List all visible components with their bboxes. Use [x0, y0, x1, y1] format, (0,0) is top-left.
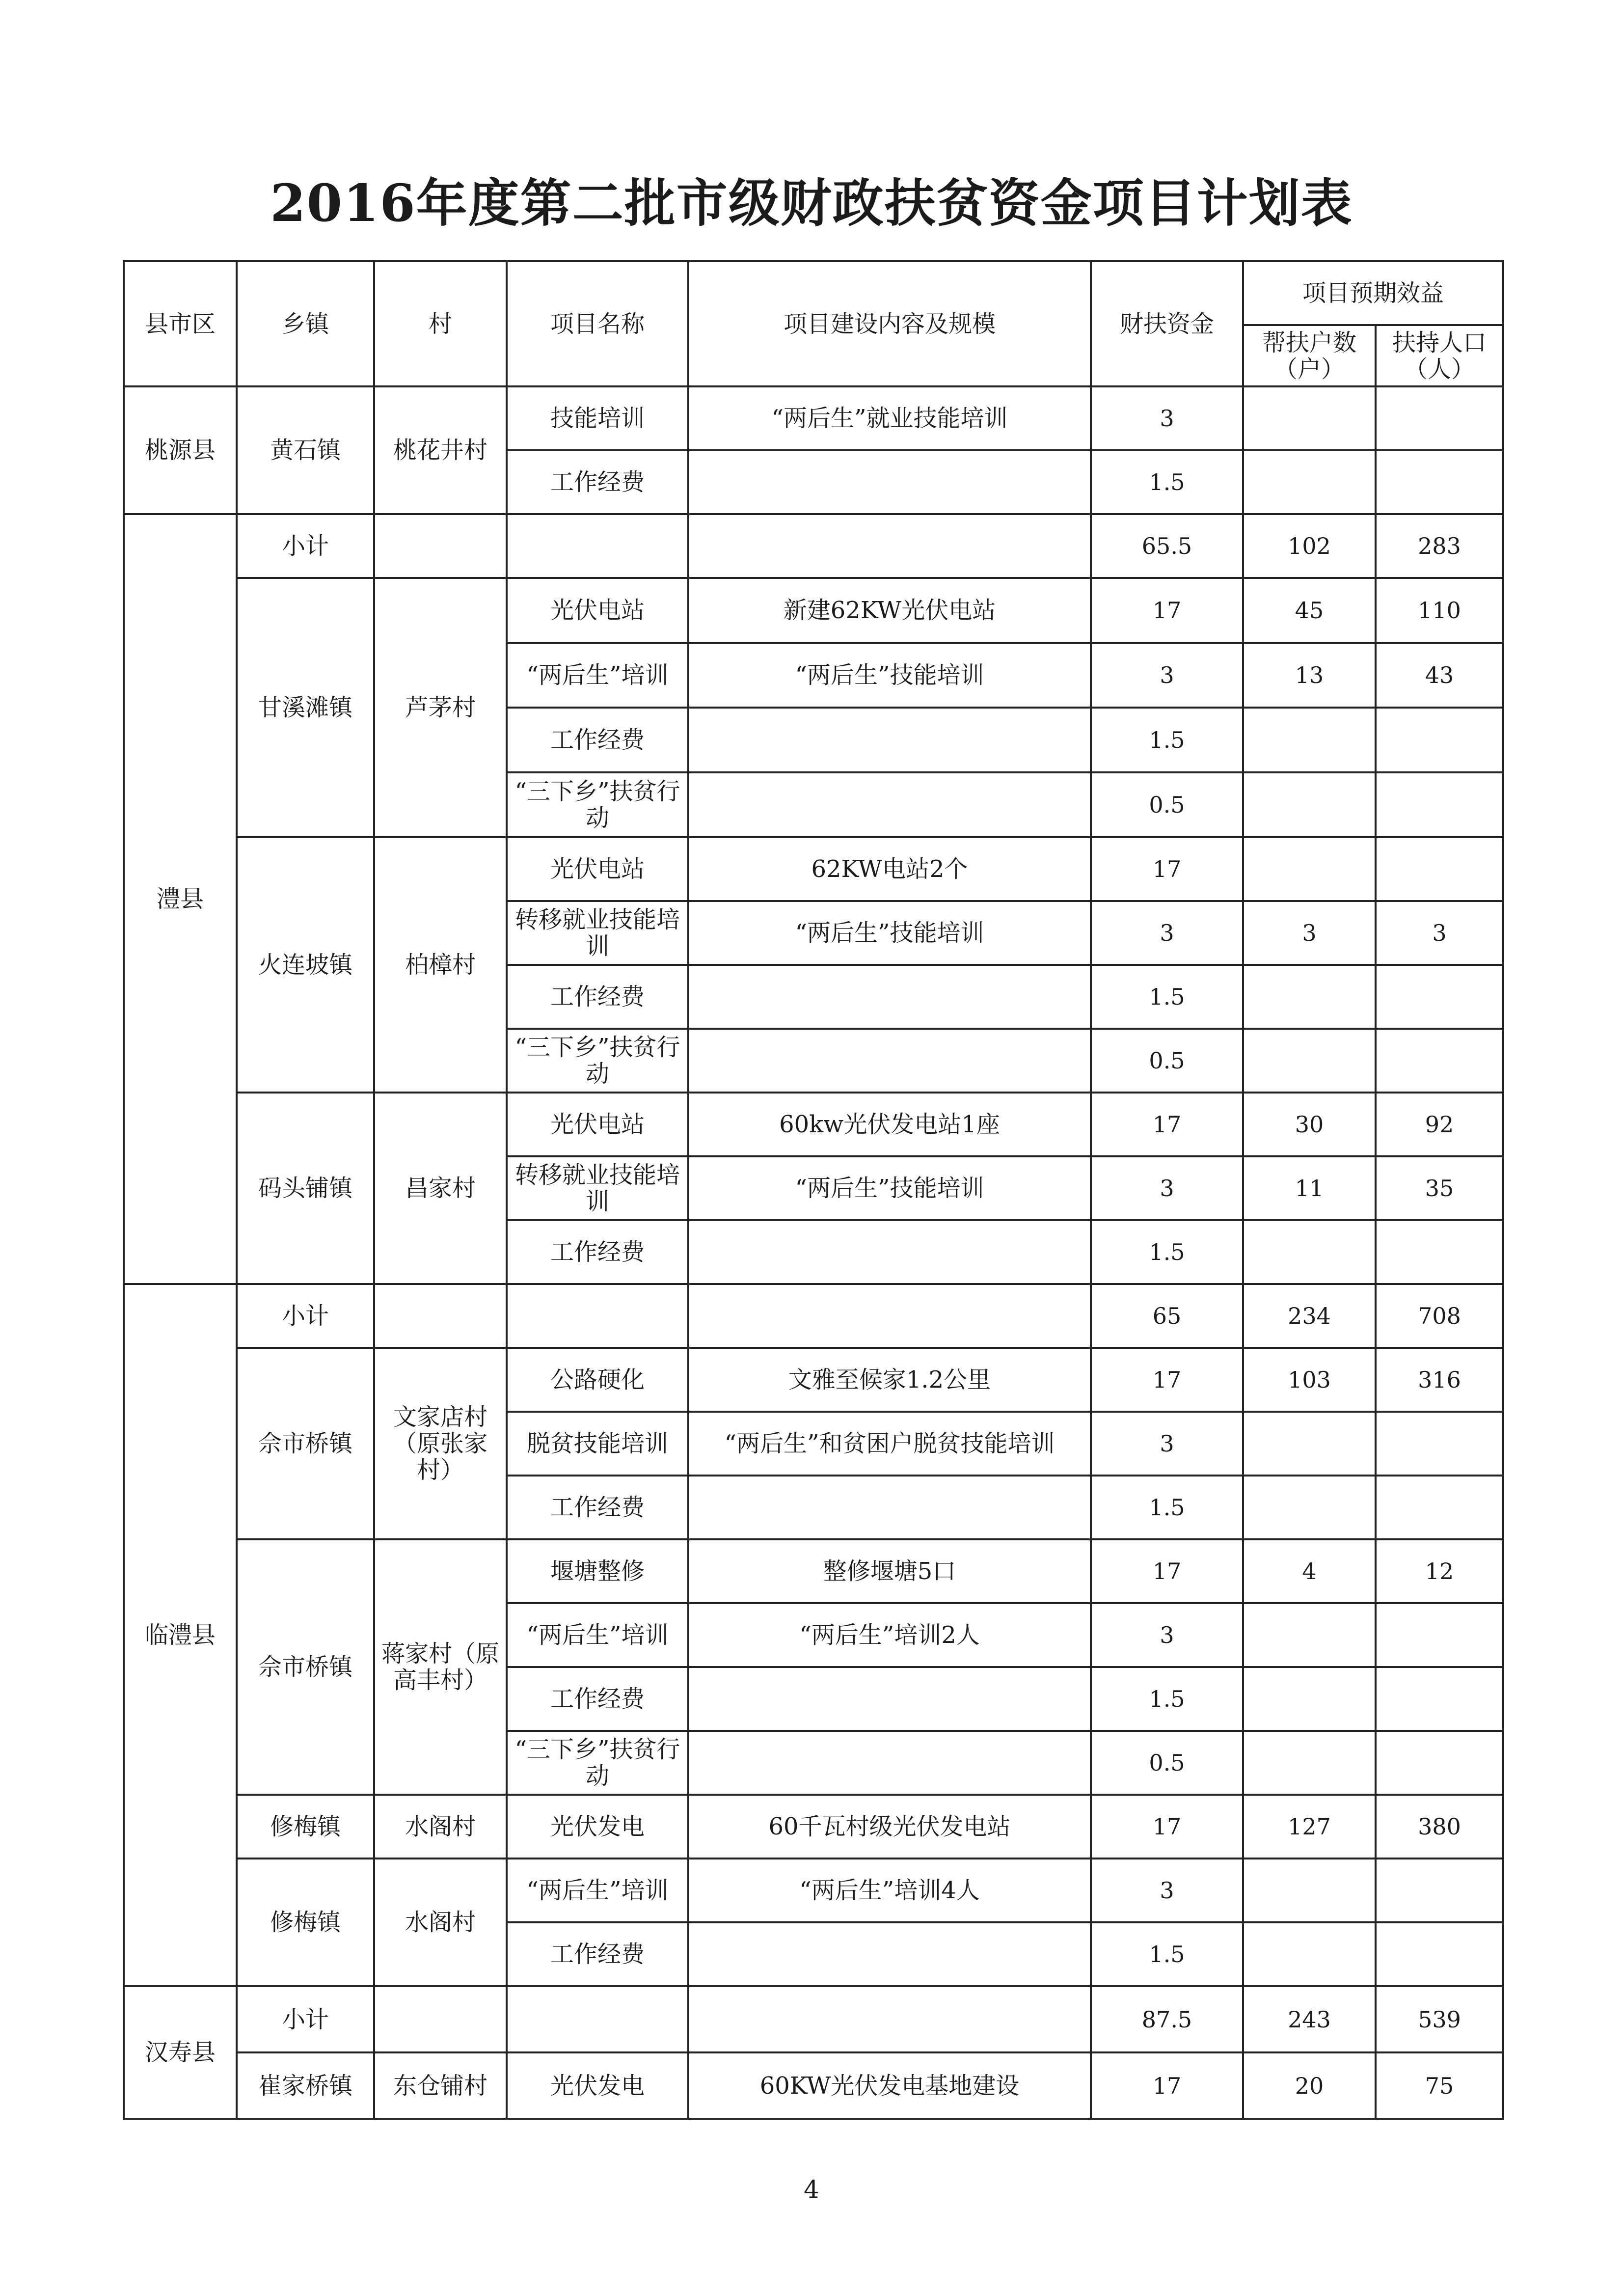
population-cell: 3	[1376, 901, 1503, 965]
funds-cell: 17	[1091, 837, 1243, 901]
header-town: 乡镇	[237, 261, 374, 386]
funds-cell: 3	[1091, 643, 1243, 708]
population-cell: 75	[1376, 2052, 1503, 2119]
header-population: 扶持人口（人）	[1376, 325, 1503, 386]
table-row	[124, 1093, 1503, 1156]
households-cell	[1243, 1220, 1376, 1284]
subtotal-row	[124, 1986, 1503, 2052]
funds-cell: 17	[1091, 2052, 1243, 2119]
population-cell	[1376, 1859, 1503, 1922]
population-cell: 110	[1376, 578, 1503, 643]
project-cell: 光伏电站	[507, 578, 688, 643]
funds-cell: 1.5	[1091, 1476, 1243, 1539]
content-cell: “两后生”培训2人	[688, 1603, 1091, 1667]
project-cell: 光伏发电	[507, 2052, 688, 2119]
content-cell: 新建62KW光伏电站	[688, 578, 1091, 643]
funds-cell: 1.5	[1091, 1220, 1243, 1284]
content-cell: 60kw光伏发电站1座	[688, 1093, 1091, 1156]
content-cell: “两后生”和贫困户脱贫技能培训	[688, 1412, 1091, 1476]
content-cell	[688, 708, 1091, 772]
funds-cell: 17	[1091, 1539, 1243, 1603]
funds-cell: 1.5	[1091, 1667, 1243, 1731]
project-cell	[507, 1986, 688, 2052]
population-cell	[1376, 1603, 1503, 1667]
population-cell: 380	[1376, 1795, 1503, 1859]
county-cell: 临澧县	[124, 1284, 237, 1986]
town-cell: 小计	[237, 1284, 374, 1348]
households-cell	[1243, 708, 1376, 772]
households-cell	[1243, 1412, 1376, 1476]
households-cell: 45	[1243, 578, 1376, 643]
funds-cell: 1.5	[1091, 965, 1243, 1029]
town-cell: 小计	[237, 514, 374, 578]
funds-cell: 17	[1091, 1093, 1243, 1156]
project-cell: 工作经费	[507, 965, 688, 1029]
households-cell: 102	[1243, 514, 1376, 578]
population-cell	[1376, 1029, 1503, 1093]
project-cell: “三下乡”扶贫行动	[507, 772, 688, 837]
content-cell: “两后生”技能培训	[688, 1156, 1091, 1220]
households-cell: 13	[1243, 643, 1376, 708]
header-households: 帮扶户数（户）	[1243, 325, 1376, 386]
funds-cell: 65.5	[1091, 514, 1243, 578]
project-cell: 转移就业技能培训	[507, 901, 688, 965]
county-cell: 汉寿县	[124, 1986, 237, 2119]
population-cell	[1376, 1731, 1503, 1795]
header-county: 县市区	[124, 261, 237, 386]
households-cell: 30	[1243, 1093, 1376, 1156]
project-cell: 工作经费	[507, 1220, 688, 1284]
project-cell: “三下乡”扶贫行动	[507, 1731, 688, 1795]
content-cell	[688, 1922, 1091, 1986]
table-row	[124, 1795, 1503, 1859]
population-cell	[1376, 450, 1503, 514]
project-cell	[507, 1284, 688, 1348]
table-row	[124, 1539, 1503, 1603]
funds-cell: 3	[1091, 1603, 1243, 1667]
subtotal-row	[124, 1284, 1503, 1348]
project-cell: 脱贫技能培训	[507, 1412, 688, 1476]
town-cell: 小计	[237, 1986, 374, 2052]
project-cell: “两后生”培训	[507, 1859, 688, 1922]
population-cell	[1376, 965, 1503, 1029]
town-cell: 码头铺镇	[237, 1093, 374, 1284]
content-cell: “两后生”技能培训	[688, 643, 1091, 708]
funds-cell: 17	[1091, 1348, 1243, 1412]
households-cell	[1243, 772, 1376, 837]
funds-cell: 0.5	[1091, 1731, 1243, 1795]
households-cell	[1243, 1476, 1376, 1539]
project-cell: 工作经费	[507, 1667, 688, 1731]
households-cell	[1243, 1029, 1376, 1093]
header-village: 村	[374, 261, 507, 386]
county-cell: 桃源县	[124, 386, 237, 514]
project-cell: “两后生”培训	[507, 643, 688, 708]
page-title: 2016年度第二批市级财政扶贫资金项目计划表	[270, 173, 1353, 233]
funds-cell: 1.5	[1091, 708, 1243, 772]
households-cell: 11	[1243, 1156, 1376, 1220]
funds-cell: 87.5	[1091, 1986, 1243, 2052]
population-cell	[1376, 386, 1503, 450]
project-cell: 公路硬化	[507, 1348, 688, 1412]
content-cell: 整修堰塘5口	[688, 1539, 1091, 1603]
population-cell	[1376, 708, 1503, 772]
funds-cell: 17	[1091, 578, 1243, 643]
village-cell: 桃花井村	[374, 386, 507, 514]
content-cell	[688, 965, 1091, 1029]
households-cell	[1243, 1603, 1376, 1667]
header-content: 项目建设内容及规模	[688, 261, 1091, 386]
content-cell	[688, 1476, 1091, 1539]
village-cell	[374, 1986, 507, 2052]
households-cell: 3	[1243, 901, 1376, 965]
population-cell: 708	[1376, 1284, 1503, 1348]
town-cell: 崔家桥镇	[237, 2052, 374, 2119]
town-cell: 佘市桥镇	[237, 1539, 374, 1795]
content-cell	[688, 772, 1091, 837]
funds-cell: 3	[1091, 1859, 1243, 1922]
households-cell: 234	[1243, 1284, 1376, 1348]
project-cell: 技能培训	[507, 386, 688, 450]
households-cell	[1243, 1667, 1376, 1731]
page-number: 4	[804, 2175, 819, 2204]
content-cell	[688, 1667, 1091, 1731]
funds-cell: 3	[1091, 1156, 1243, 1220]
project-cell: 光伏电站	[507, 837, 688, 901]
project-cell: 工作经费	[507, 1922, 688, 1986]
content-cell	[688, 1220, 1091, 1284]
content-cell: “两后生”就业技能培训	[688, 386, 1091, 450]
subtotal-row	[124, 514, 1503, 578]
population-cell	[1376, 1922, 1503, 1986]
project-cell: 光伏发电	[507, 1795, 688, 1859]
village-cell: 芦茅村	[374, 578, 507, 837]
town-cell: 佘市桥镇	[237, 1348, 374, 1539]
content-cell: 62KW电站2个	[688, 837, 1091, 901]
population-cell: 539	[1376, 1986, 1503, 2052]
funds-cell: 1.5	[1091, 450, 1243, 514]
table-row	[124, 386, 1503, 450]
village-cell: 水阁村	[374, 1795, 507, 1859]
project-cell	[507, 514, 688, 578]
town-cell: 修梅镇	[237, 1859, 374, 1986]
households-cell	[1243, 386, 1376, 450]
table-row	[124, 837, 1503, 901]
households-cell: 103	[1243, 1348, 1376, 1412]
header-benefit-group: 项目预期效益	[1243, 261, 1503, 325]
content-cell: 文雅至候家1.2公里	[688, 1348, 1091, 1412]
population-cell: 283	[1376, 514, 1503, 578]
content-cell	[688, 1731, 1091, 1795]
village-cell: 蒋家村（原高丰村）	[374, 1539, 507, 1795]
population-cell: 316	[1376, 1348, 1503, 1412]
funds-cell: 17	[1091, 1795, 1243, 1859]
population-cell: 12	[1376, 1539, 1503, 1603]
households-cell	[1243, 450, 1376, 514]
project-cell: 工作经费	[507, 450, 688, 514]
households-cell: 243	[1243, 1986, 1376, 2052]
population-cell: 43	[1376, 643, 1503, 708]
content-cell	[688, 514, 1091, 578]
table-row	[124, 578, 1503, 643]
project-plan-table	[123, 260, 1504, 2120]
content-cell	[688, 1986, 1091, 2052]
population-cell	[1376, 1667, 1503, 1731]
content-cell	[688, 450, 1091, 514]
funds-cell: 0.5	[1091, 1029, 1243, 1093]
table-row	[124, 1859, 1503, 1922]
village-cell: 柏樟村	[374, 837, 507, 1093]
households-cell	[1243, 1859, 1376, 1922]
households-cell: 127	[1243, 1795, 1376, 1859]
project-cell: “三下乡”扶贫行动	[507, 1029, 688, 1093]
town-cell: 黄石镇	[237, 386, 374, 514]
funds-cell: 3	[1091, 386, 1243, 450]
households-cell: 20	[1243, 2052, 1376, 2119]
village-cell: 文家店村（原张家村）	[374, 1348, 507, 1539]
content-cell	[688, 1029, 1091, 1093]
project-cell: 工作经费	[507, 708, 688, 772]
content-cell: 60千瓦村级光伏发电站	[688, 1795, 1091, 1859]
households-cell	[1243, 965, 1376, 1029]
project-cell: 光伏电站	[507, 1093, 688, 1156]
households-cell: 4	[1243, 1539, 1376, 1603]
households-cell	[1243, 837, 1376, 901]
households-cell	[1243, 1731, 1376, 1795]
funds-cell: 1.5	[1091, 1922, 1243, 1986]
village-cell: 昌家村	[374, 1093, 507, 1284]
content-cell: “两后生”培训4人	[688, 1859, 1091, 1922]
town-cell: 火连坡镇	[237, 837, 374, 1093]
households-cell	[1243, 1922, 1376, 1986]
village-cell	[374, 1284, 507, 1348]
content-cell: “两后生”技能培训	[688, 901, 1091, 965]
table-row	[124, 2052, 1503, 2119]
population-cell	[1376, 1476, 1503, 1539]
header-project: 项目名称	[507, 261, 688, 386]
funds-cell: 0.5	[1091, 772, 1243, 837]
population-cell: 92	[1376, 1093, 1503, 1156]
content-cell: 60KW光伏发电基地建设	[688, 2052, 1091, 2119]
village-cell: 水阁村	[374, 1859, 507, 1986]
header-funds: 财扶资金	[1091, 261, 1243, 386]
population-cell: 35	[1376, 1156, 1503, 1220]
population-cell	[1376, 1220, 1503, 1284]
town-cell: 甘溪滩镇	[237, 578, 374, 837]
funds-cell: 3	[1091, 1412, 1243, 1476]
county-cell: 澧县	[124, 514, 237, 1284]
funds-cell: 65	[1091, 1284, 1243, 1348]
population-cell	[1376, 1412, 1503, 1476]
project-cell: “两后生”培训	[507, 1603, 688, 1667]
funds-cell: 3	[1091, 901, 1243, 965]
village-cell	[374, 514, 507, 578]
project-cell: 堰塘整修	[507, 1539, 688, 1603]
town-cell: 修梅镇	[237, 1795, 374, 1859]
project-cell: 转移就业技能培训	[507, 1156, 688, 1220]
content-cell	[688, 1284, 1091, 1348]
table-row	[124, 1348, 1503, 1412]
population-cell	[1376, 772, 1503, 837]
project-cell: 工作经费	[507, 1476, 688, 1539]
village-cell: 东仓铺村	[374, 2052, 507, 2119]
population-cell	[1376, 837, 1503, 901]
